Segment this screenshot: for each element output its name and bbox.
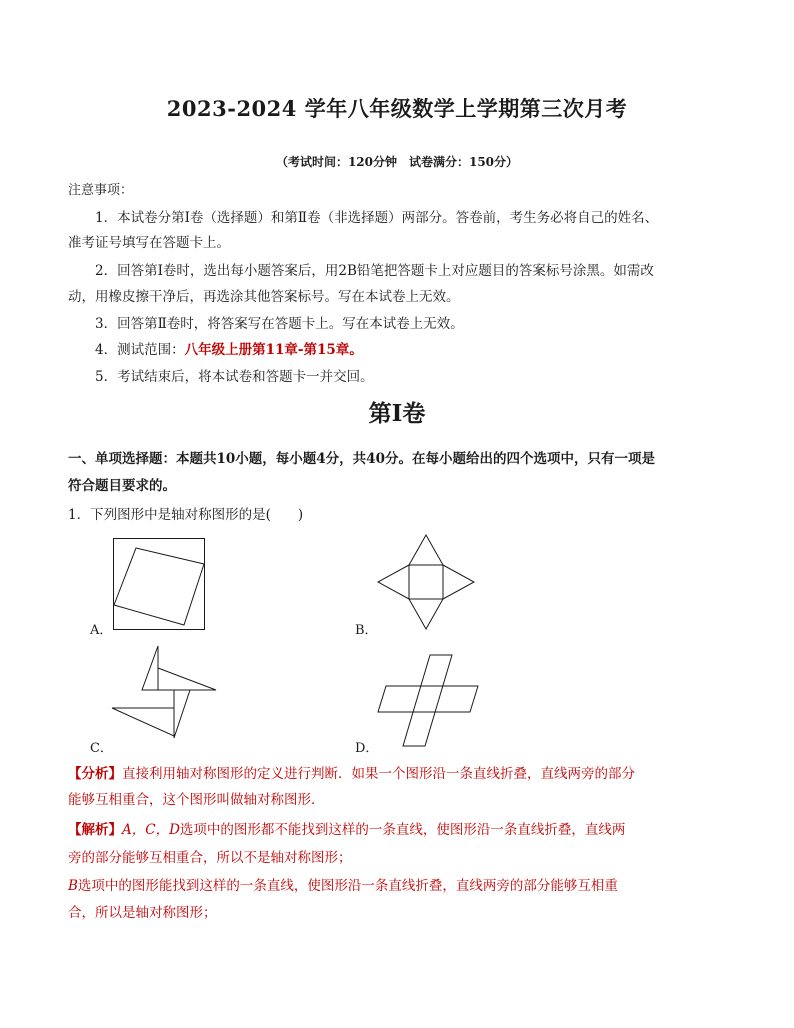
option-b-label: B． (355, 623, 378, 638)
solution-letters-acd: A，C，D (122, 822, 180, 838)
notice-item-4 (95, 340, 363, 360)
notice-item-5: 5．考试结束后，将本试卷和答题卡一并交回。 (95, 369, 374, 385)
analysis-text-1: 直接利用轴对称图形的定义进行判断．如果一个图形沿一条直线折叠，直线两旁的部分 (122, 766, 635, 782)
option-c-label: C． (90, 741, 113, 756)
option-d-figure (378, 655, 478, 747)
pinwheel-left-blade (112, 708, 174, 736)
question-1-stem: 1．下列图形中是轴对称图形的是( ) (68, 507, 304, 523)
analysis-tag: 【分析】 (68, 766, 122, 782)
horizontal-parallelogram (378, 686, 478, 712)
notice-item-2-line-1: 2．回答第Ⅰ卷时，选出每小题答案后，用2B铅笔把答题卡上对应题目的答案标号涂黑。如需改 (95, 263, 654, 279)
option-a-figure (113, 538, 205, 630)
notice-item-1-line-1: 1．本试卷分第Ⅰ卷（选择题）和第Ⅱ卷（非选择题）两部分。答卷前，考生务必将自己的姓名、 (95, 210, 659, 226)
option-a-label: A． (90, 623, 113, 638)
notice-item-4-suffix: 。 (349, 342, 363, 358)
solution-letter-b: B (68, 878, 78, 894)
part1-instructions-line-2: 符合题目要求的。 (68, 478, 176, 494)
part1-instructions-line-1: 一、单项选择题：本题共10小题，每小题4分，共40分。在每小题给出的四个选项中，只有一项是 (68, 451, 655, 467)
page-title: 2023-2024 学年八年级数学上学期第三次月考 (166, 96, 628, 121)
solution-text-1: 选项中的图形都不能找到这样的一条直线，使图形沿一条直线折叠，直线两 (179, 822, 626, 838)
pinwheel-right-blade (158, 668, 216, 690)
section-title: 第Ⅰ卷 (368, 400, 426, 427)
top-triangle (409, 535, 443, 565)
bottom-triangle (409, 599, 443, 629)
test-scope: 八年级上册第11章-第15章 (184, 342, 350, 358)
solution-line-2: 旁的部分能够互相重合，所以不是轴对称图形； (68, 850, 352, 866)
notice-item-4-prefix: 4．测试范围： (95, 342, 185, 358)
solution-tag: 【解析】 (68, 822, 122, 838)
solution-text-3: 选项中的图形能找到这样的一条直线，使图形沿一条直线折叠，直线两旁的部分能够互相重 (77, 878, 618, 894)
option-d-label: D． (355, 741, 379, 756)
notice-item-1-line-2: 准考证号填写在答题卡上。 (68, 235, 230, 251)
solution-line-3 (68, 876, 618, 896)
pinwheel-bottom-blade (174, 690, 190, 738)
analysis-line-1 (68, 764, 635, 784)
notice-item-2-line-2: 动，用橡皮擦干净后，再选涂其他答案标号。写在本试卷上无效。 (68, 289, 460, 305)
left-triangle (378, 565, 409, 599)
option-c-figure (112, 646, 218, 742)
pinwheel-top-blade (142, 646, 158, 690)
vertical-parallelogram (403, 655, 452, 746)
outer-square (114, 539, 205, 630)
notice-heading: 注意事项： (68, 183, 134, 198)
option-b-figure (378, 535, 474, 631)
center-square (409, 565, 443, 599)
inner-tilted-square (114, 548, 204, 625)
notice-item-3: 3．回答第Ⅱ卷时，将答案写在答题卡上。写在本试卷上无效。 (95, 316, 464, 332)
analysis-line-2: 能够互相重合，这个图形叫做轴对称图形． (68, 792, 325, 808)
solution-line-1 (68, 820, 625, 840)
exam-info: （考试时间：120分钟 试卷满分：150分） (275, 155, 519, 169)
solution-line-4: 合，所以是轴对称图形； (68, 905, 217, 921)
right-triangle (443, 565, 474, 599)
